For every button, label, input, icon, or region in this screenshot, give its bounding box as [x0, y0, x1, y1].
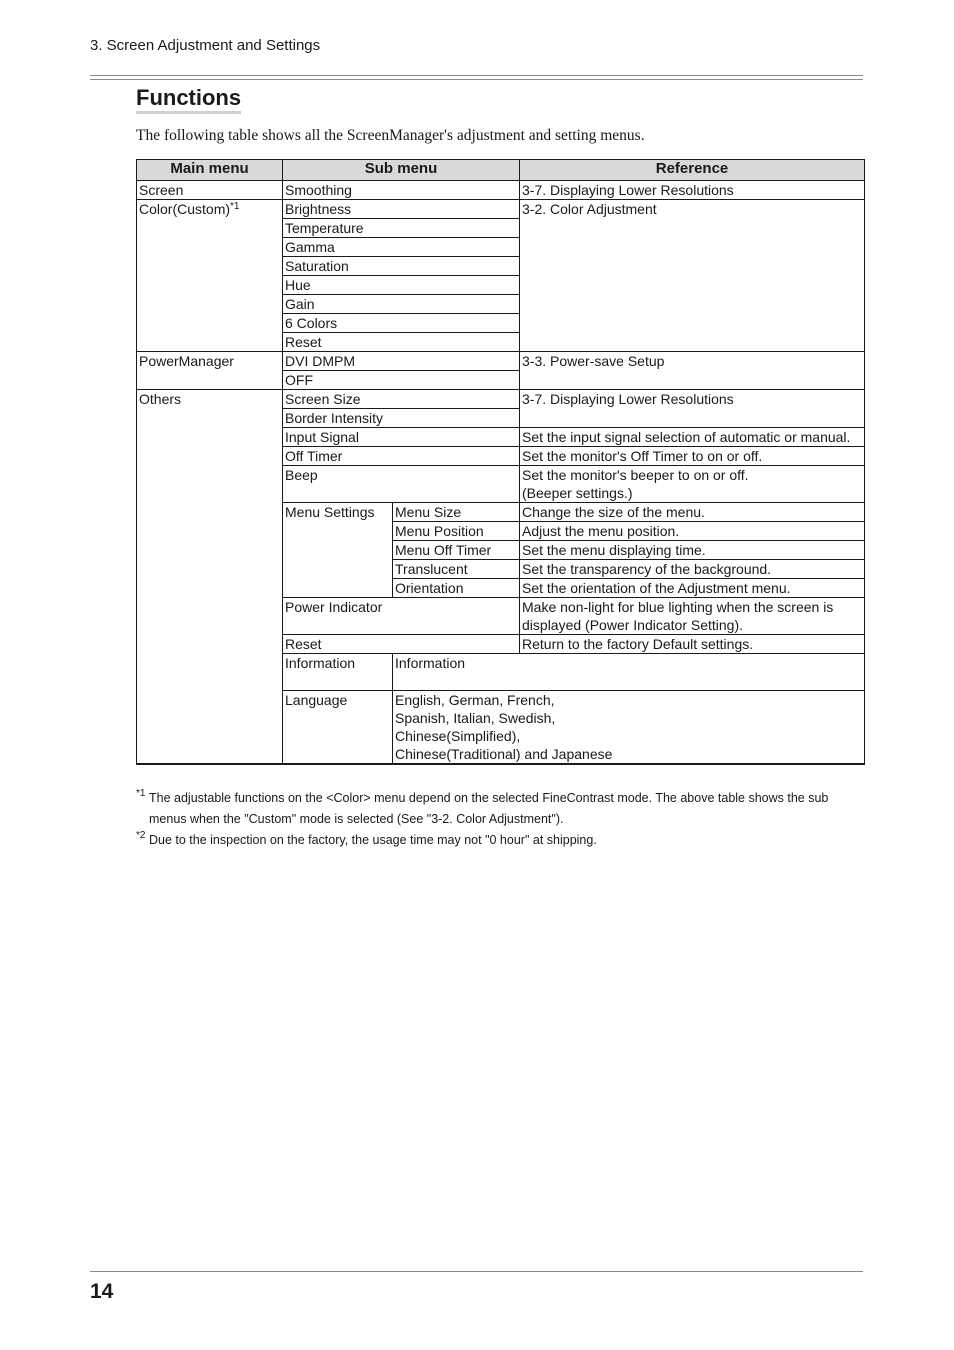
reference-cell: Set the menu displaying time. — [520, 541, 865, 560]
language-line: English, German, French, — [395, 692, 555, 708]
reference-cell: Set the input signal selection of automatic or manual. — [520, 428, 865, 447]
table-header-row — [137, 160, 865, 181]
reference-line: Make non-light for blue lighting when the screen is — [522, 599, 834, 615]
sub-menu-cell: Hue — [283, 276, 520, 295]
header-reference: Reference — [520, 160, 865, 181]
reference-cell: Set the orientation of the Adjustment menu. — [520, 579, 865, 598]
table-row — [137, 352, 865, 371]
language-line: Chinese(Simplified), — [395, 728, 521, 744]
sub-sub-menu-cell: Menu Off Timer — [393, 541, 520, 560]
reference-cell: Adjust the menu position. — [520, 522, 865, 541]
reference-line: displayed (Power Indicator Setting). — [522, 617, 744, 633]
reference-line: Set the monitor's beeper to on or off. — [522, 467, 749, 483]
section-title: Functions — [136, 85, 241, 114]
sub-menu-cell: Temperature — [283, 219, 520, 238]
language-line: Spanish, Italian, Swedish, — [395, 710, 556, 726]
footnote-1 — [136, 788, 864, 830]
table-row — [137, 181, 865, 200]
reference-cell: 3-3. Power-save Setup — [520, 352, 865, 390]
footnote-line: menus when the "Custom" mode is selected (See "3-2. Color Adjustment"). — [149, 812, 564, 826]
sub-sub-menu-cell: Translucent — [393, 560, 520, 579]
reference-cell: Change the size of the menu. — [520, 503, 865, 522]
main-menu-cell: Screen — [137, 181, 283, 200]
main-menu-cell: Language — [283, 691, 393, 765]
footnote-line: The adjustable functions on the <Color> menu depend on the selected FineContrast mode. The above table shows the sub — [149, 791, 829, 805]
sub-menu-cell: Saturation — [283, 257, 520, 276]
sub-menu-cell: Off Timer — [283, 447, 520, 466]
sub-menu-cell: Border Intensity — [283, 409, 520, 428]
reference-cell — [520, 598, 865, 635]
footnote-mark: *1 — [136, 788, 146, 799]
table-row — [137, 390, 865, 409]
functions-table — [136, 159, 865, 765]
page-number: 14 — [90, 1280, 114, 1303]
sub-menu-cell: DVI DMPM — [283, 352, 520, 371]
sub-menu-cell: Reset — [283, 635, 520, 654]
sub-menu-cell: Gain — [283, 295, 520, 314]
sub-sub-menu-cell: Menu Size — [393, 503, 520, 522]
reference-cell: Return to the factory Default settings. — [520, 635, 865, 654]
sub-sub-menu-cell: Orientation — [393, 579, 520, 598]
reference-cell: Set the monitor's Off Timer to on or off. — [520, 447, 865, 466]
language-line: Chinese(Traditional) and Japanese — [395, 746, 613, 762]
sub-menu-cell: Power Indicator — [283, 598, 520, 635]
footer-rule — [90, 1271, 863, 1272]
main-menu-cell: PowerManager — [137, 352, 283, 390]
reference-line: (Beeper settings.) — [522, 485, 633, 501]
sub-menu-cell — [393, 691, 865, 765]
sub-menu-cell: Screen Size — [283, 390, 520, 409]
sub-menu-cell: Smoothing — [283, 181, 520, 200]
sub-menu-cell: Reset — [283, 333, 520, 352]
footnote-mark: *2 — [136, 830, 146, 841]
reference-cell — [520, 466, 865, 503]
main-menu-label: Color(Custom) — [139, 201, 231, 217]
footnotes — [136, 788, 864, 851]
running-header: 3. Screen Adjustment and Settings — [90, 37, 321, 54]
sub-menu-cell: Brightness — [283, 200, 520, 219]
main-menu-cell: Information — [283, 654, 393, 691]
sub-menu-cell: Input Signal — [283, 428, 520, 447]
main-menu-cell — [137, 200, 283, 352]
footnote-ref: *1 — [230, 201, 240, 212]
intro-text: The following table shows all the ScreenManager's adjustment and setting menus. — [136, 127, 645, 144]
sub-menu-cell: Menu Settings — [283, 503, 393, 598]
sub-menu-cell: Beep — [283, 466, 520, 503]
table-row — [137, 200, 865, 219]
reference-cell: 3-7. Displaying Lower Resolutions — [520, 181, 865, 200]
sub-menu-cell: OFF — [283, 371, 520, 390]
footnote-line: Due to the inspection on the factory, the usage time may not "0 hour" at shipping. — [149, 833, 597, 847]
sub-menu-cell: Gamma — [283, 238, 520, 257]
footnote-2 — [136, 830, 864, 851]
reference-cell: 3-7. Displaying Lower Resolutions — [520, 390, 865, 428]
sub-menu-cell: 6 Colors — [283, 314, 520, 333]
reference-cell: 3-2. Color Adjustment — [520, 200, 865, 352]
header-sub-menu: Sub menu — [283, 160, 520, 181]
header-main-menu: Main menu — [137, 160, 283, 181]
sub-sub-menu-cell: Menu Position — [393, 522, 520, 541]
header-rule — [90, 75, 863, 80]
sub-menu-cell: Information — [393, 654, 865, 691]
reference-cell: Set the transparency of the background. — [520, 560, 865, 579]
main-menu-cell: Others — [137, 390, 283, 765]
